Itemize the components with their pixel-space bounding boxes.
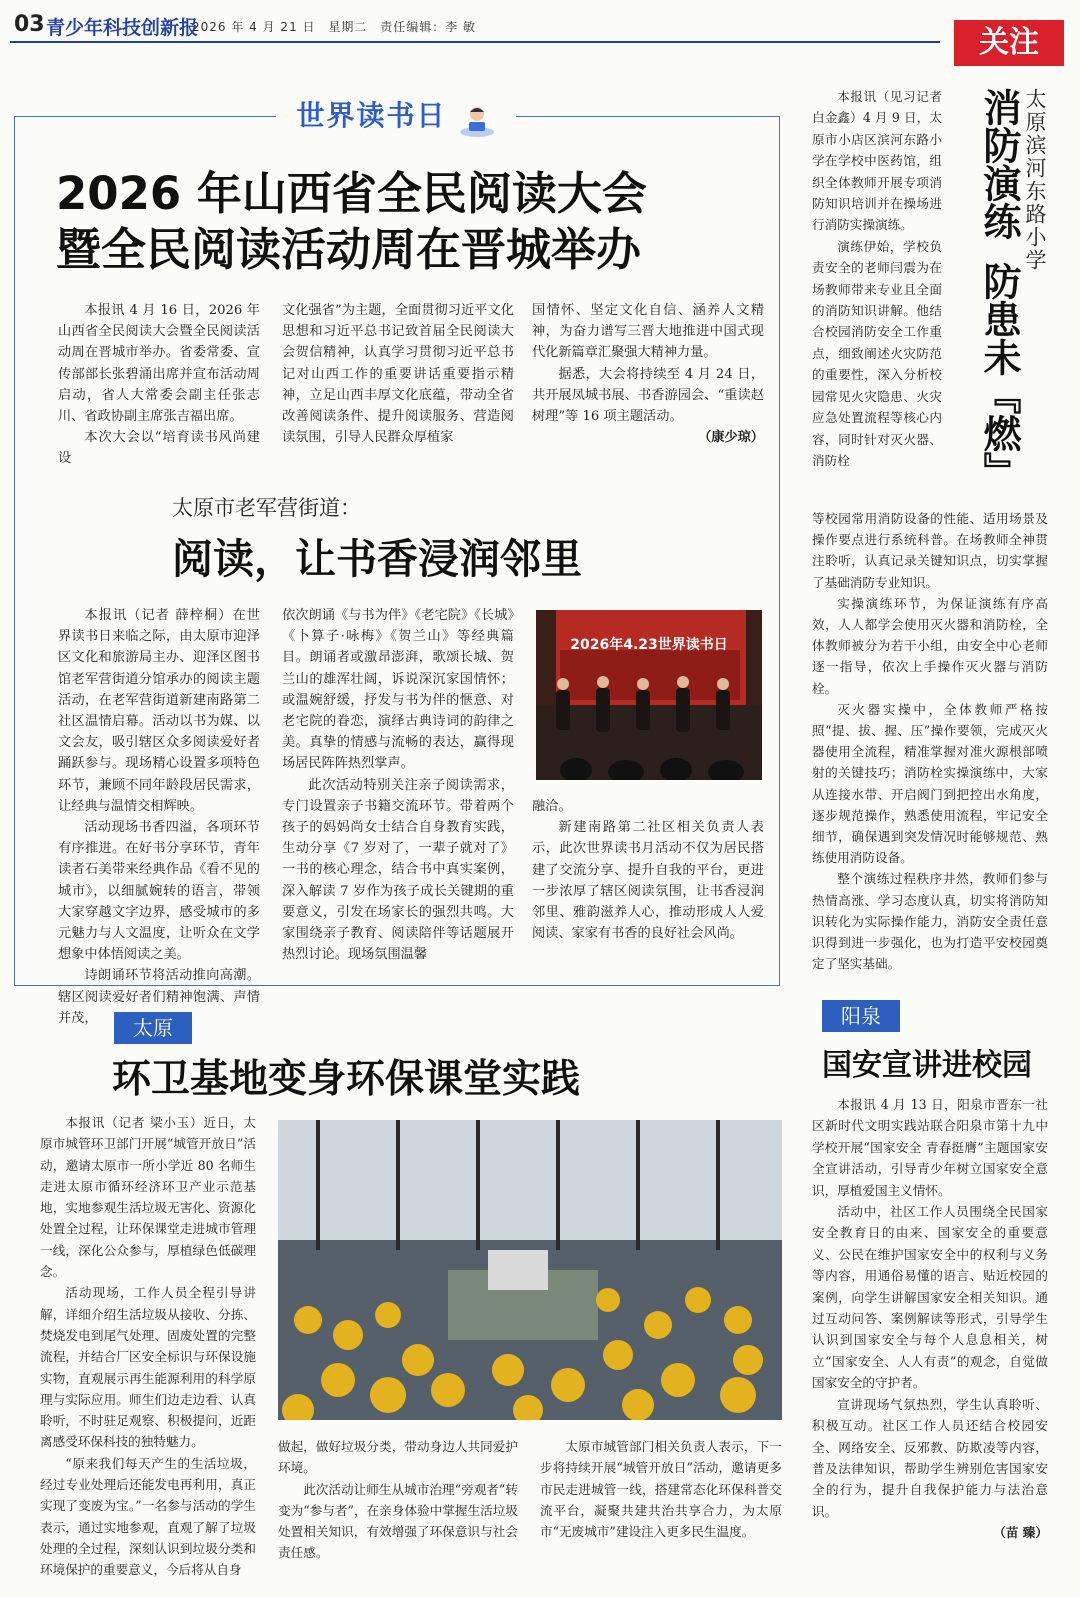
paragraph: 实操演练环节，为保证演练有序高效，人人都学会使用灭火器和消防栓，全体教师被分为若干小组，由安全中心老师逐一指导，依次上手操作灭火器与消防栓。 bbox=[812, 595, 1048, 696]
paragraph: 做起，做好垃圾分类，带动身边人共同爱护环境。 bbox=[278, 1439, 518, 1476]
paragraph: 本报讯 4 月 13 日，阳泉市晋东一社区新时代文明实践站联合阳泉市第十九中学校开展“国家安全 青春挺膺”主题国家安全宣讲活动，引导青少年树立国家安全意识，厚植爱国主义情怀。 bbox=[812, 1097, 1048, 1198]
paragraph: 太原市城管部门相关负责人表示，下一步将持续开展“城管开放日”活动，邀请更多市民走进城管一线，搭建常态化环保科普交流平台，凝聚共建共治共享合力，为太原市“无废城市”建设注入更多民生温度。 bbox=[540, 1439, 782, 1540]
paragraph: 本报讯（记者 梁小玉）近日，太原市城管环卫部门开展“城管开放日”活动，邀请太原市一所小学近 80 名师生走进太原市循环经济环卫产业示范基地，实地参观生活垃圾无害化、资源化处置全过程，让环保课堂走进城市管理一线，深化公众参与，厚植绿色低碳理念。 bbox=[40, 1115, 256, 1280]
paragraph: 演练伊始，学校负责安全的老师闫震为在场教师带来专业且全面的消防知识讲解。他结合校园消防安全工作重点，细致阐述火灾防范的重要性，深入分析校园常见火灾隐患、火灾应急处置流程等核心内容，同时针对灭火器、消防栓 bbox=[812, 238, 942, 468]
editor-credit: 责任编辑：李 敏 bbox=[380, 20, 477, 34]
reading-headline-line2: 暨全民阅读活动周在晋城举办 bbox=[56, 223, 642, 276]
reading-col-2 bbox=[282, 300, 514, 448]
paper-name: 青少年科技创新报 bbox=[46, 17, 199, 39]
paragraph: 新建南路第二社区相关负责人表示，此次世界读书月活动不仅为居民搭建了交流分享、提升自我的平台，更进一步浓厚了辖区阅读氛围，让书香浸润邻里、雅韵滋养人心，推动形成人人爱阅读、家家有书香的良好社会风尚。 bbox=[532, 820, 764, 942]
header-rule bbox=[10, 41, 940, 43]
paragraph: 据悉，大会将持续至 4 月 24 日，共开展凤城书展、书香游园会、“重读赵树理”等 16 项主题活动。 bbox=[532, 366, 764, 425]
section-label: 关注 bbox=[954, 20, 1064, 66]
issue-date: 2026 年 4 月 21 日 bbox=[192, 20, 316, 34]
photo-banner-text: 2026年4.23世界读书日 bbox=[570, 637, 728, 653]
security-col bbox=[812, 1094, 1048, 1544]
neighborhood-col-3 bbox=[532, 796, 764, 944]
reading-day-banner bbox=[276, 96, 516, 136]
paragraph: 活动中，社区工作人员围绕全民国家安全教育日的由来、国家安全的重要意义、公民在维护国家安全中的权利与义务等内容，用通俗易懂的语言、贴近校园的案例，向学生讲解国家安全相关知识。通过互动问答、案例解读等形式，引导学生认识到国家安全与每个人息息相关，树立“国家安全、人人有责”的观念，自觉做国家安全的守护者。 bbox=[812, 1204, 1048, 1391]
sanitation-headline: 环卫基地变身环保课堂实践 bbox=[112, 1057, 581, 1102]
sanitation-visit-photo bbox=[278, 1120, 782, 1420]
fire-headline-2: 防患未『燃』 bbox=[977, 262, 1021, 490]
paragraph: 活动现场书香四溢，各项环节有序推进。在好书分享环节，青年读者石美带来经典作品《看不见的城市》，以细腻婉转的语言，带领大家穿越文字边界，感受城市的多元魅力与人文温度，让听众在文学想象中体悟阅读之美。 bbox=[58, 820, 260, 963]
neighborhood-headline: 阅读，让书香浸润邻里 bbox=[172, 535, 582, 583]
paragraph: 灭火器实操中，全体教师严格按照“提、拔、握、压”操作要领，完成灭火器使用全流程，精准掌握对准火源根部喷射的关键技巧；消防栓实操演练中，大家从连接水带、开启阀门到把控出水角度，逐步规范操作，熟悉使用流程，牢记安全细节，确保遇到突发情况时能够规范、熟练使用消防设备。 bbox=[812, 701, 1048, 866]
students-yellow-hats-image bbox=[278, 1120, 782, 1420]
paragraph: 国情怀、坚定文化自信、涵养人文精神，为奋力谱写三晋大地推进中国式现代化新篇章汇聚强大精神力量。 bbox=[532, 303, 764, 361]
paragraph: 本报讯 4 月 16 日，2026 年山西省全民阅读大会暨全民阅读活动周在晋城市举办。省委常委、宣传部部长张碧涌出席并宣布活动周启动，省人大常委会副主任张志川、省政协副主席张吉福出席。 bbox=[58, 303, 260, 425]
reading-headline bbox=[56, 166, 766, 278]
paragraph: 整个演练过程秩序井然，教师们参与热情高涨、学习态度认真，切实将消防知识转化为实际操作能力，消防安全责任意识得到进一步强化，也为打造平安校园奠定了坚实基础。 bbox=[812, 871, 1048, 972]
security-headline: 国安宣讲进校园 bbox=[822, 1048, 1032, 1083]
paragraph: 本报讯（记者 薛梓桐）在世界读书日来临之际，由太原市迎泽区文化和旅游局主办、迎泽区图书馆老军营街道分馆承办的阅读主题活动，在老军营街道新建南路第二社区温情启幕。活动以书为媒、以文会友，吸引辖区众多阅读爱好者踊跃参与。现场精心设置多项特色环节，兼顾不同年龄段居民需求，让经典与温情交相辉映。 bbox=[58, 608, 260, 814]
reading-event-photo bbox=[536, 610, 762, 780]
reading-headline-line1: 2026 年山西省全民阅读大会 bbox=[56, 167, 647, 220]
paragraph: 活动现场，工作人员全程引导讲解，详细介绍生活垃圾从接收、分拣、焚烧发电到尾气处理、固废处置的完整流程，并结合厂区安全标识与环保设施实物，直观展示再生能源利用的科学原理与实际应用。师生们边走边看、认真聆听，不时驻足观察、积极提问，近距离感受环保科技的独特魅力。 bbox=[40, 1285, 256, 1450]
fire-col-bottom bbox=[812, 508, 1048, 974]
paragraph: 此次活动让师生从城市治理“旁观者”转变为“参与者”，在亲身体验中掌握生活垃圾处置相关知识，有效增强了环保意识与社会责任感。 bbox=[278, 1481, 518, 1561]
reading-col-3 bbox=[532, 300, 764, 448]
paragraph: 此次活动特别关注亲子阅读需求，专门设置亲子书籍交流环节。带着两个孩子的妈妈尚女士结合自身教育实践，生动分享《7 岁对了，一辈子就对了》一书的核心理念，结合书中真实案例，深入解读 7 岁作为孩子成长关键期的重要意义，引发在场家长的强烈共鸣。大家围绕亲子教育、阅读陪伴等话题展开热烈讨论。现场氛围温馨 bbox=[282, 777, 514, 963]
neighborhood-kicker: 太原市老军营街道： bbox=[172, 496, 361, 520]
paragraph: 诗朗诵环节将活动推向高潮。辖区阅读爱好者们精神饱满、声情并茂， bbox=[58, 968, 260, 1026]
fire-headline-1: 消防演练 bbox=[977, 88, 1021, 240]
paragraph: 文化强省”为主题，全面贯彻习近平文化思想和习近平总书记致首届全民阅读大会贺信精神，认真学习贯彻习近平总书记对山西工作的重要讲话重要指示精神，立足山西丰厚文化底蕴，带动全省改善阅读条件、提升阅读服务、营造阅读氛围，引导人民群众厚植家 bbox=[282, 303, 514, 446]
neighborhood-col-1 bbox=[58, 605, 260, 1029]
sanitation-col-3 bbox=[540, 1436, 782, 1542]
fire-kicker: 太原滨河东路小学 bbox=[1023, 88, 1047, 272]
sanitation-col-1 bbox=[40, 1112, 256, 1581]
sanitation-col-2 bbox=[278, 1436, 518, 1564]
reading-credit: （康少琼） bbox=[698, 430, 764, 446]
paragraph: 本报讯（见习记者 白金鑫）4 月 9 日，太原市小店区滨河东路小学在学校中医药馆，组织全体教师开展专项消防知识培训并在操场进行消防实操演练。 bbox=[812, 89, 942, 233]
paragraph: “原来我们每天产生的生活垃圾，经过专业处理后还能发电再利用，真正实现了变废为宝。”一名参与活动的学生表示，通过实地参观，直观了解了垃圾处理的全过程，深刻认识到垃圾分类和环境保护的重要意义，今后将从自身 bbox=[40, 1455, 256, 1578]
paragraph: 依次朗诵《与书为伴》《老宅院》《长城》《卜算子·咏梅》《贺兰山》等经典篇目。朗诵者或激昂澎湃，歌颂长城、贺兰山的雄浑壮阔，诉说深沉家国情怀；或温婉舒缓，抒发与书为伴的惬意、对老宅院的眷恋，演绎古典诗词的韵律之美。真挚的情感与流畅的表达，赢得现场居民阵阵热烈掌声。 bbox=[282, 608, 514, 772]
neighborhood-col-2 bbox=[282, 605, 514, 965]
issue-weekday: 星期二 bbox=[328, 20, 368, 34]
sanitation-location-tag: 太原 bbox=[114, 1012, 192, 1044]
paragraph: 本次大会以“培育读书风尚建设 bbox=[58, 430, 260, 467]
paragraph: 宣讲现场气氛热烈，学生认真聆听、积极互动。社区工作人员还结合校园安全、网络安全、反邪教、防欺凌等内容，普及法律知识，帮助学生辨别危害国家安全的行为，提升自我保护能力与法治意识。 bbox=[812, 1396, 1048, 1519]
security-location-tag: 阳泉 bbox=[822, 1000, 900, 1032]
reading-col-1 bbox=[58, 300, 260, 470]
banner-text: 世界读书日 bbox=[296, 99, 447, 132]
paragraph: 融洽。 bbox=[532, 799, 572, 814]
paragraph: 等校园常用消防设备的性能、适用场景及操作要点进行系统科普。在场教师全神贯注聆听，认真记录关键知识点，切实掌握了基础消防专业知识。 bbox=[812, 511, 1048, 590]
fire-col-top bbox=[812, 86, 942, 471]
page-number: 03 bbox=[14, 12, 45, 37]
reader-child-icon bbox=[458, 104, 496, 138]
dateline bbox=[192, 18, 476, 35]
security-credit: （苗 臻） bbox=[993, 1525, 1048, 1541]
